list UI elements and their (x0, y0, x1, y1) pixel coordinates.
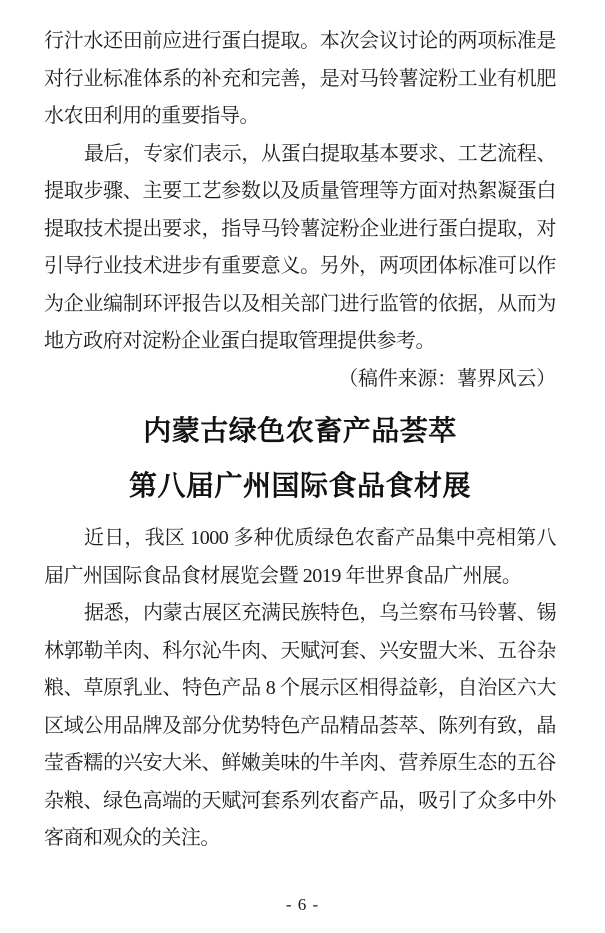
page-number: - 6 - (285, 895, 320, 914)
document-body-text (44, 23, 556, 858)
paragraph-expert-summary: 最后，专家们表示，从蛋白提取基本要求、工艺流程、提取步骤、主要工艺参数以及质量管理等方面对热絮凝蛋白提取技术提出要求，指导马铃薯淀粉企业进行蛋白提取，对引导行业技术进步有重要意义。另外，两项团体标准可以作为企业编制环评报告以及相关部门进行监管的依据，从而为地方政府对淀粉企业蛋白提取管理提供参考。 (44, 142, 556, 352)
source-attribution: （稿件来源：薯界风云） (338, 367, 556, 390)
paragraph-expo-intro: 近日，我区 1000 多种优质绿色农畜产品集中亮相第八届广州国际食品食材展览会暨 2019 年世界食品广州展。 (44, 527, 556, 587)
article-title-line-1: 内蒙古绿色农畜产品荟萃 (143, 416, 457, 447)
article-title-line-2: 第八届广州国际食品食材展 (128, 471, 471, 502)
paragraph-expo-detail: 据悉，内蒙古展区充满民族特色，乌兰察布马铃薯、锡林郭勒羊肉、科尔沁牛肉、天赋河套、兴安盟大米、五谷杂粮、草原乳业、特色产品 8 个展示区相得益彰，自治区六大区域公用品牌及部分优势特色产品精品荟萃、陈列有致，晶莹香糯的兴安大米、鲜嫩美味的牛羊肉、营养原生态的五谷杂粮、绿色高端的天赋河套系列农畜产品，吸引了众多中外客商和观众的关注。 (44, 602, 556, 849)
paragraph-protein-continuation: 行汁水还田前应进行蛋白提取。本次会议讨论的两项标准是对行业标准体系的补充和完善，是对马铃薯淀粉工业有机肥水农田利用的重要指导。 (44, 30, 556, 127)
